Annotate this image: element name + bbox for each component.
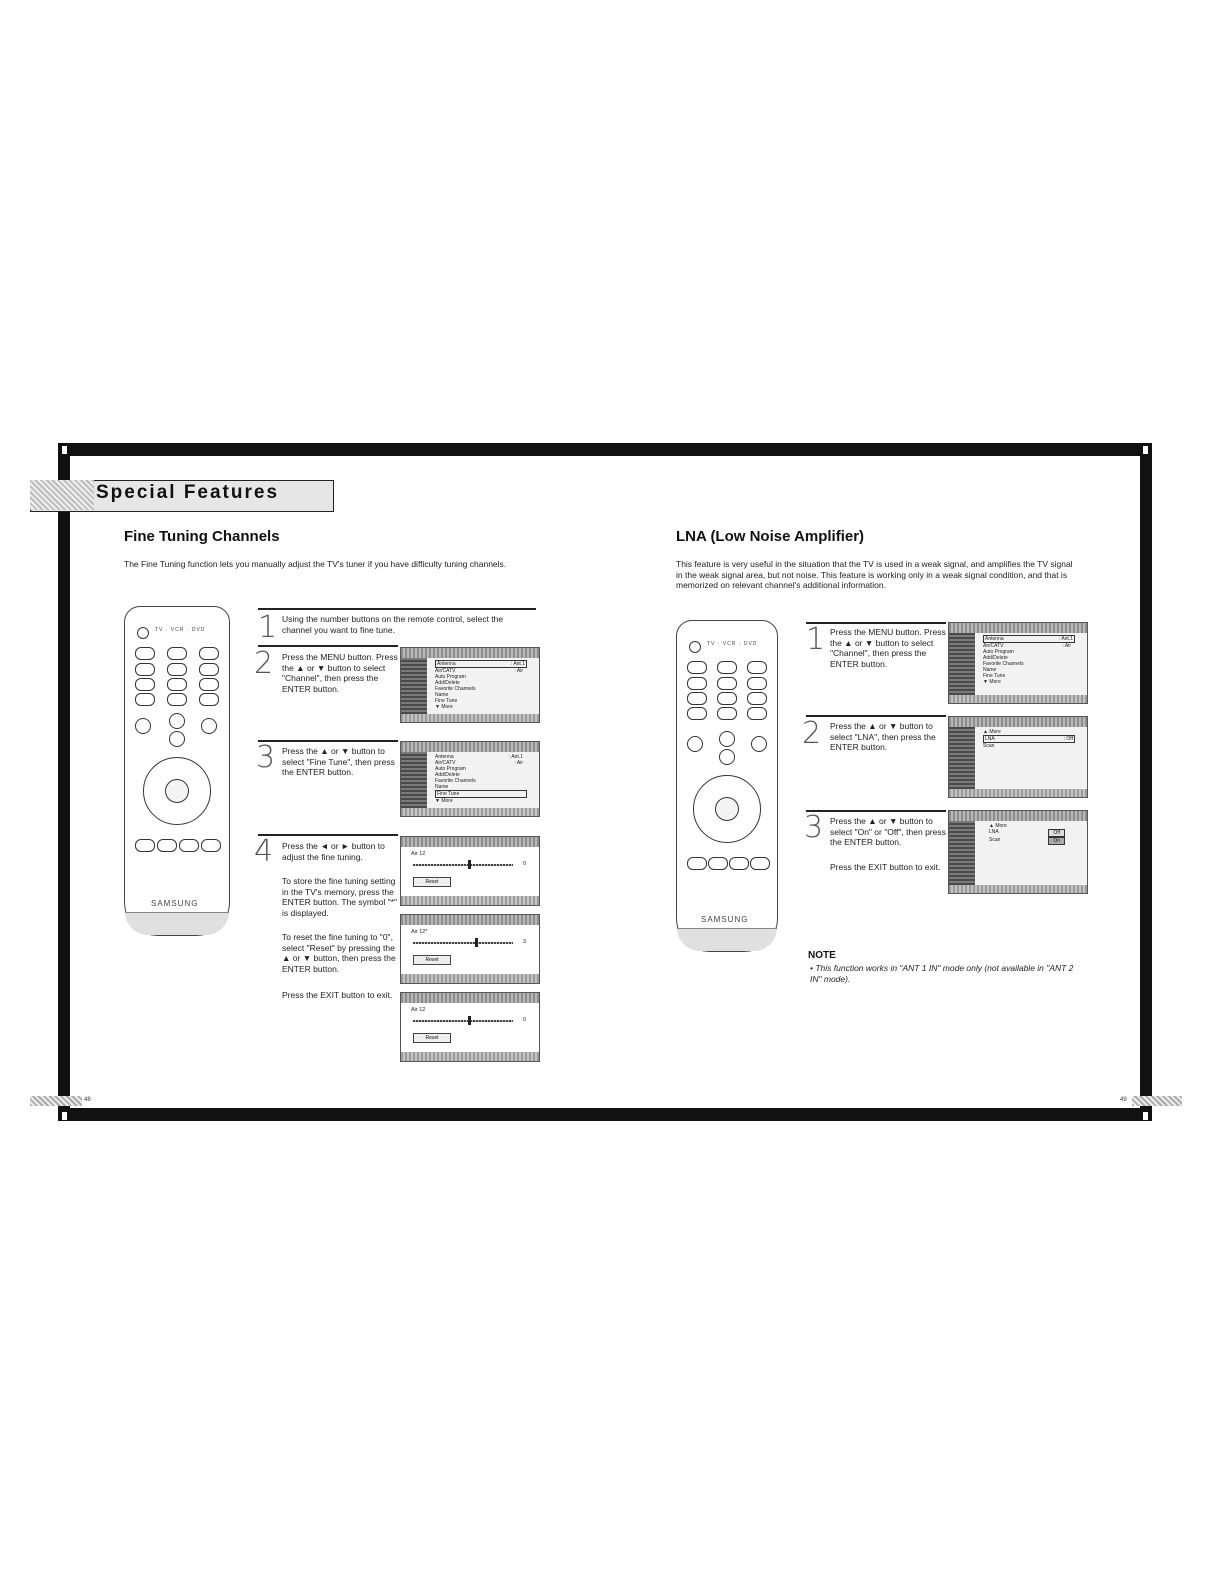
osd-menu-row: LNA : Off xyxy=(985,736,1073,742)
osd-footbar xyxy=(949,885,1087,893)
osd-menu-row: Fine Tune xyxy=(435,698,458,704)
number-button xyxy=(747,707,767,720)
osd-footbar xyxy=(401,808,539,816)
page-number-right: 49 xyxy=(1120,1097,1127,1103)
remote-button xyxy=(747,661,767,674)
osd-slider-knob xyxy=(468,860,471,869)
osd-titlebar xyxy=(949,717,1087,727)
step-text: Press the ▲ or ▼ button to select "Fine Tune", then press the ENTER button. xyxy=(282,746,395,777)
step-number: 2 xyxy=(802,716,822,751)
footer-pattern-left xyxy=(30,1096,82,1106)
osd-fine-tune-1 xyxy=(400,836,540,906)
footer-pattern-right xyxy=(1132,1096,1182,1106)
osd-titlebar xyxy=(401,648,539,658)
osd-tuning-slider xyxy=(413,942,513,944)
osd-footbar xyxy=(949,695,1087,703)
osd-footbar xyxy=(401,896,539,905)
osd-menu-list xyxy=(989,823,1065,845)
number-button xyxy=(167,693,187,706)
right-heading: LNA (Low Noise Amplifier) xyxy=(676,528,865,545)
number-button xyxy=(135,663,155,676)
number-button xyxy=(167,663,187,676)
osd-menu-row: ▲ More xyxy=(983,729,1001,735)
number-button xyxy=(199,678,219,691)
step-text: Using the number buttons on the remote control, select the channel you want to fine tune. xyxy=(282,614,504,635)
osd-lna-options xyxy=(948,810,1088,894)
number-button xyxy=(167,678,187,691)
step-number: 1 xyxy=(258,610,278,645)
step-divider xyxy=(806,810,946,812)
osd-lna-menu xyxy=(948,716,1088,798)
osd-menu-list xyxy=(435,660,527,710)
osd-sidebar-icons xyxy=(949,633,975,695)
osd-tuning-value: 3 xyxy=(523,939,527,945)
osd-sidebar-icons xyxy=(949,821,975,885)
page-frame-top xyxy=(58,443,1152,456)
remote-base xyxy=(677,928,777,951)
osd-menu-row: Favorite Channels xyxy=(435,686,476,692)
number-button xyxy=(717,677,737,690)
mute-button-icon xyxy=(135,718,151,734)
number-button xyxy=(687,677,707,690)
remote-button xyxy=(687,661,707,674)
osd-titlebar xyxy=(949,811,1087,821)
frame-corner xyxy=(62,446,67,454)
volume-up-icon xyxy=(169,713,185,729)
frame-corner xyxy=(62,1112,67,1120)
osd-channel-menu-fine-tune xyxy=(400,741,540,817)
osd-tuning-slider xyxy=(413,864,513,866)
page-frame-bottom xyxy=(58,1108,1152,1121)
osd-menu-row: Antenna : Ant.1 xyxy=(985,636,1073,642)
step-text: Press the ◄ or ► button to adjust the fine tuning. xyxy=(282,841,385,862)
enter-button-icon xyxy=(165,779,189,803)
osd-menu-row: Favorite Channels xyxy=(435,778,476,784)
remote-button xyxy=(201,839,221,852)
number-button xyxy=(717,692,737,705)
number-button xyxy=(199,663,219,676)
osd-titlebar xyxy=(401,742,539,752)
step-divider xyxy=(806,715,946,717)
channel-button-icon xyxy=(201,718,217,734)
osd-menu-row: Auto Program xyxy=(435,766,466,772)
osd-sidebar-icons xyxy=(949,727,975,789)
osd-slider-knob xyxy=(468,1016,471,1025)
osd-menu-list xyxy=(983,635,1075,685)
number-button xyxy=(747,677,767,690)
step-number: 3 xyxy=(256,740,276,775)
volume-down-icon xyxy=(169,731,185,747)
number-button xyxy=(135,678,155,691)
step-text-store: To store the fine tuning setting in the TV's memory, press the ENTER button. The symbol "*" is displayed. xyxy=(282,876,398,918)
step-text-exit: Press the EXIT button to exit. xyxy=(282,990,393,1000)
frame-corner xyxy=(1143,1112,1148,1120)
note-title: NOTE xyxy=(808,950,836,961)
step-text: Press the ▲ or ▼ button to select "LNA", then press the ENTER button. xyxy=(830,721,936,752)
remote-base xyxy=(125,912,229,935)
number-button xyxy=(135,693,155,706)
osd-menu-row: Air/CATV : Air xyxy=(435,668,523,674)
osd-titlebar xyxy=(949,623,1087,633)
remote-button xyxy=(157,839,177,852)
osd-titlebar xyxy=(401,915,539,925)
section-title: Special Features xyxy=(96,482,280,503)
mode-labels: TV · VCR · DVD xyxy=(155,627,206,633)
osd-tuning-value: 0 xyxy=(523,861,527,867)
osd-menu-row: ▼ More xyxy=(435,704,453,710)
osd-menu-row: Name xyxy=(435,692,449,698)
osd-menu-row: Auto Program xyxy=(983,649,1014,655)
osd-menu-row: Add/Delete xyxy=(435,680,460,686)
remote-button xyxy=(708,857,728,870)
osd-menu-row: ▼ More xyxy=(435,798,453,804)
channel-button-icon xyxy=(751,736,767,752)
osd-menu-row: Antenna : Ant.1 xyxy=(435,754,523,760)
frame-corner xyxy=(1143,446,1148,454)
osd-menu-row: ▼ More xyxy=(983,679,1001,685)
osd-tuning-value: 0 xyxy=(523,1017,527,1023)
osd-menu-list xyxy=(983,729,1075,749)
osd-slider-knob xyxy=(475,938,478,947)
osd-menu-row: Air/CATV : Air xyxy=(435,760,523,766)
remote-brand: SAMSUNG xyxy=(151,899,199,908)
step-text: Press the ▲ or ▼ button to select "On" or "Off", then press the ENTER button. xyxy=(830,816,946,847)
osd-menu-row: Name xyxy=(983,667,997,673)
step-divider xyxy=(258,608,536,610)
osd-channel-label: Air 12 xyxy=(411,851,426,857)
step-number: 3 xyxy=(804,810,824,845)
osd-menu-list xyxy=(435,754,527,804)
osd-menu-row: Fine Tune xyxy=(435,790,527,798)
step-number: 1 xyxy=(806,622,826,657)
left-heading: Fine Tuning Channels xyxy=(124,528,280,545)
osd-menu-row: Scan xyxy=(983,743,995,749)
osd-menu-row: Add/Delete xyxy=(983,655,1008,661)
remote-button xyxy=(687,857,707,870)
page-number-left: 48 xyxy=(84,1097,91,1103)
step-text: Press the MENU button. Press the ▲ or ▼ button to select "Channel", then press the ENTER button. xyxy=(830,627,946,669)
remote-control-right xyxy=(676,620,778,952)
osd-titlebar xyxy=(401,993,539,1003)
osd-sidebar-icons xyxy=(401,658,427,714)
step-divider xyxy=(258,645,398,647)
osd-reset-button: Reset xyxy=(413,955,451,965)
page-frame-right xyxy=(1140,443,1152,1121)
osd-menu-row: Air/CATV : Air xyxy=(983,643,1071,649)
step-number: 4 xyxy=(254,834,274,869)
mute-button-icon xyxy=(687,736,703,752)
osd-channel-label: Air 12* xyxy=(411,929,428,935)
remote-button xyxy=(750,857,770,870)
osd-tuning-slider xyxy=(413,1020,513,1022)
remote-button xyxy=(135,839,155,852)
osd-titlebar xyxy=(401,837,539,847)
step-number: 2 xyxy=(254,646,274,681)
osd-menu-row: Antenna : Ant.1 xyxy=(437,661,525,667)
osd-menu-row: Fine Tune xyxy=(983,673,1006,679)
osd-menu-row: LNA Off xyxy=(989,829,1065,837)
osd-channel-menu-right xyxy=(948,622,1088,704)
osd-menu-row: Add/Delete xyxy=(435,772,460,778)
section-tab-pattern xyxy=(30,480,94,510)
remote-button xyxy=(199,647,219,660)
osd-channel-label: Air 12 xyxy=(411,1007,426,1013)
mode-labels: TV · VCR · DVD xyxy=(707,641,758,647)
remote-button xyxy=(729,857,749,870)
volume-up-icon xyxy=(719,731,735,747)
osd-footbar xyxy=(401,974,539,983)
osd-menu-row: Name xyxy=(435,784,449,790)
osd-footbar xyxy=(401,1052,539,1061)
step-divider xyxy=(258,740,398,742)
power-button-icon xyxy=(689,641,701,653)
osd-menu-row: Favorite Channels xyxy=(983,661,1024,667)
number-button xyxy=(199,693,219,706)
osd-footbar xyxy=(949,789,1087,797)
volume-down-icon xyxy=(719,749,735,765)
osd-channel-menu xyxy=(400,647,540,723)
remote-control-left xyxy=(124,606,230,936)
enter-button-icon xyxy=(715,797,739,821)
number-button xyxy=(687,692,707,705)
number-button xyxy=(747,692,767,705)
osd-menu-row: ▲ More xyxy=(989,823,1007,829)
step-divider xyxy=(258,834,398,836)
osd-reset-button: Reset xyxy=(413,1033,451,1043)
remote-button xyxy=(167,647,187,660)
right-intro: This feature is very useful in the situation that the TV is used in a weak signal, and amplifies the TV signal in the weak signal area, but not noise. This feature is working only in a weak signal condition, and that is memorized on relevant channel's additional information. xyxy=(676,559,1073,590)
remote-button xyxy=(135,647,155,660)
osd-reset-button: Reset xyxy=(413,877,451,887)
remote-button xyxy=(717,661,737,674)
step-divider xyxy=(806,622,946,624)
osd-footbar xyxy=(401,714,539,722)
osd-menu-row: Scan On xyxy=(989,837,1065,845)
page-frame-left xyxy=(58,443,70,1121)
osd-menu-row: Auto Program xyxy=(435,674,466,680)
osd-fine-tune-3 xyxy=(400,992,540,1062)
step-text-reset: To reset the fine tuning to "0", select "Reset" by pressing the ▲ or ▼ button, then press the ENTER button. xyxy=(282,932,396,974)
number-button xyxy=(687,707,707,720)
osd-sidebar-icons xyxy=(401,752,427,808)
note-text: • This function works in "ANT 1 IN" mode only (not available in "ANT 2 IN" mode). xyxy=(810,963,1074,984)
left-intro: The Fine Tuning function lets you manually adjust the TV's tuner if you have difficulty tuning channels. xyxy=(124,559,507,569)
step-text-exit: Press the EXIT button to exit. xyxy=(830,862,941,872)
number-button xyxy=(717,707,737,720)
step-text: Press the MENU button. Press the ▲ or ▼ button to select "Channel", then press the ENTER button. xyxy=(282,652,398,694)
power-button-icon xyxy=(137,627,149,639)
osd-fine-tune-2 xyxy=(400,914,540,984)
remote-brand: SAMSUNG xyxy=(701,915,749,924)
remote-button xyxy=(179,839,199,852)
